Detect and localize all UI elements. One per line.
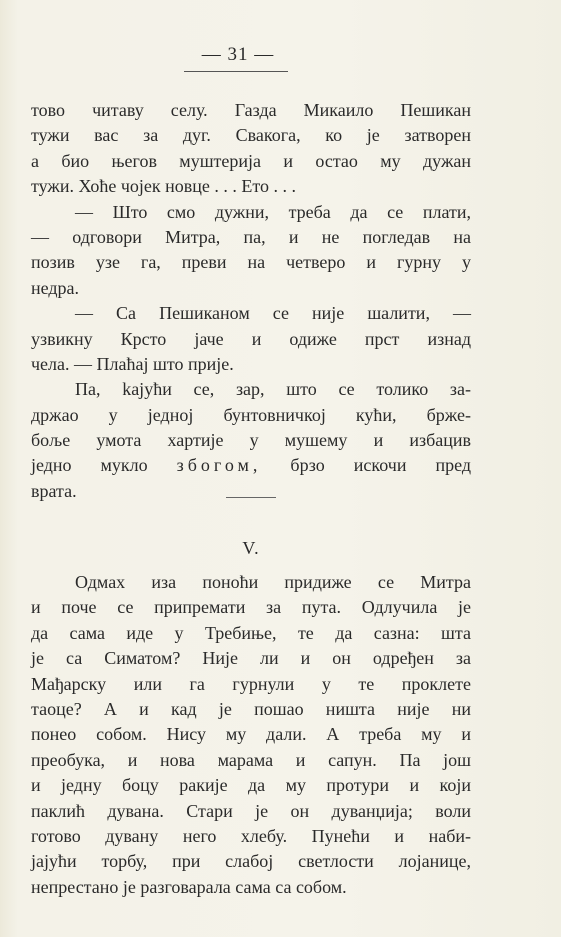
text-fragment: једно мукло (31, 455, 148, 476)
text-line: да сама иде у Требиње, те да сазна: шта (31, 622, 471, 643)
page-number: — 31 — (201, 44, 275, 65)
text-line: Одмах иза поноћи придиже се Митра (75, 572, 471, 592)
text-line: а био његов муштерија и остао му дужан (31, 150, 471, 171)
chapter-heading: V. (242, 538, 260, 558)
text-line: непрестано је разговарала сама са собом. (31, 876, 347, 897)
text-line: врата. (31, 480, 77, 501)
page-number-underline (184, 71, 288, 72)
text-line: и једну боцу ракије да му протури и који (31, 775, 471, 796)
text-line: Мађарску или га гурнули у те проклете (31, 673, 471, 694)
text-line: — Са Пешиканом се није шалити, — (75, 303, 471, 324)
text-fragment: брзо искочи пред (290, 455, 472, 476)
text-line: тово читаву селу. Газда Микаило Пешикан (31, 100, 471, 120)
text-line: тужи. Хоће чојек новце . . . Ето . . . (31, 176, 296, 197)
text-line: јајући торбу, при слабој светлости лојанице, (31, 851, 471, 872)
text-line: држао у једној бунтовничкој кући, брже- (31, 404, 471, 425)
text-line: чела. — Плаћај што прије. (31, 353, 234, 374)
text-line: готово дувану него хлебу. Пунећи и наби- (31, 825, 471, 846)
text-line: је са Симатом? Није ли и он одређен за (31, 648, 471, 669)
text-line: боље умота хартије у мушему и избацив (31, 430, 471, 451)
text-line: таоце? А и кад је пошао ништа није ни (31, 698, 471, 719)
text-line: недра. (31, 277, 80, 298)
text-block-top (31, 98, 471, 504)
section-divider (226, 497, 276, 498)
text-line: паклић дувана. Стари је он дуванџија; воли (31, 800, 471, 821)
text-line: тужи вас за дуг. Свакога, ко је затворен (31, 125, 471, 146)
text-block-bottom (31, 570, 471, 900)
text-line-spaced (31, 453, 471, 478)
text-line: преобука, и нова марама и сапун. Па још (31, 749, 471, 770)
text-line: Па, kaјући се, зар, што се толико за- (75, 379, 471, 400)
emphasized-word: збогом, (176, 455, 262, 476)
text-line: позив узе га, преви на четверо и гурну у (31, 252, 471, 273)
text-line: и поче се припремати за пута. Одлучила је (31, 597, 471, 618)
text-line: — Што смо дужни, треба да се плати, (75, 201, 471, 222)
text-line: понео собом. Нису му дали. А треба му и (31, 724, 471, 745)
text-line: — одговори Митра, па, и не погледав на (31, 226, 471, 247)
text-line: узвикну Крсто јаче и одиже прст изнад (31, 328, 471, 349)
